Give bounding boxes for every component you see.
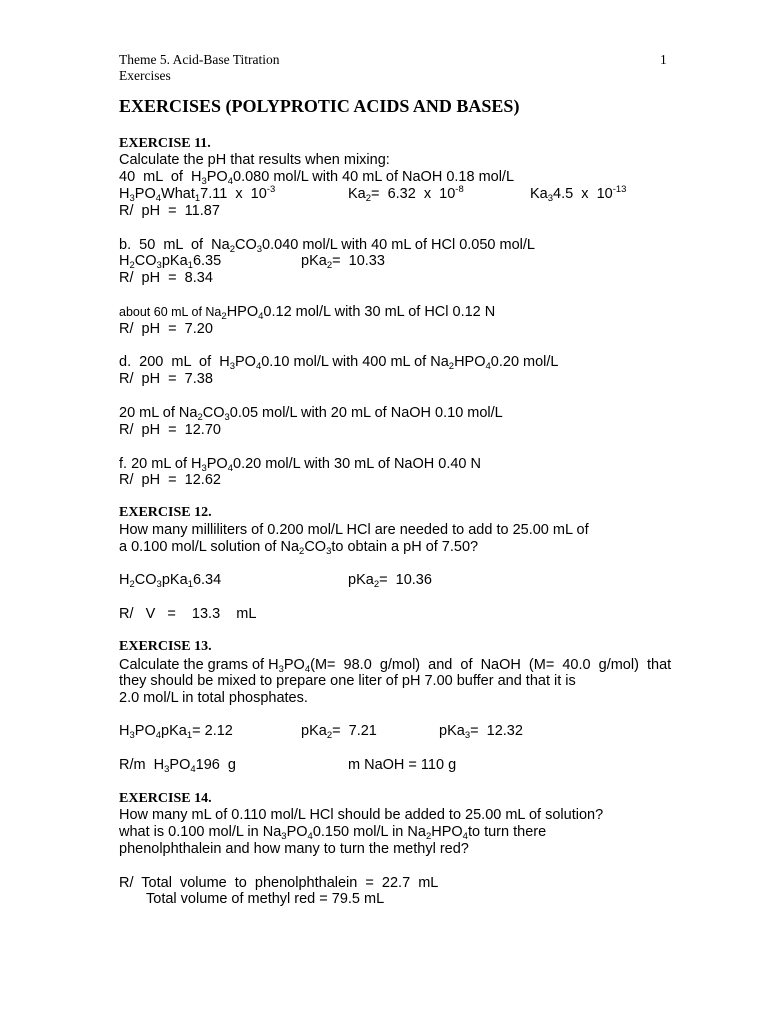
exercise-13-question-line-1: Calculate the grams of $H_3PO_4(M= 98.0$ g/mol) and of NaOH (M= 40.0 g/mol) that	[119, 657, 672, 675]
page-title: EXERCISES (POLYPROTIC ACIDS AND BASES)	[119, 96, 520, 116]
exercise-11-b-constant-2: pKa$_2$= 10.33	[301, 253, 385, 271]
exercise-13-constant-3: pKa$_3$= 12.32	[439, 723, 523, 741]
exercise-14-question-line-1: How many mL of 0.110 mol/L HCl should be added to 25.00 mL of solution?	[119, 807, 604, 823]
exercise-11-f-answer: R/ pH = 12.62	[119, 472, 221, 488]
exercise-11-part-b: b. 50 mL of $Na_2CO_30.040$ mol/L with 40 mL of HCl 0.050 mol/L	[119, 237, 535, 255]
exercise-11-a-constant-2: $Ka_2= 6.32$ x $10^{-8}$	[348, 184, 464, 204]
exercise-11-a-answer: R/ pH = 11.87	[119, 203, 220, 219]
exercise-12-answer: R/ V = 13.3 mL	[119, 606, 257, 622]
header-subtitle: Exercises	[119, 68, 171, 83]
exercise-11-b-constant-1: $H_2CO_3pKa_16.35$	[119, 253, 222, 271]
exercise-11-part-a: 40 mL of $H_3PO_40.080$ mol/L with 40 mL of NaOH 0.18 mol/L	[119, 169, 515, 187]
exercise-11-c-text: $_2HPO_40.12$ mol/L with 30 mL of HCl 0.12 N	[221, 304, 496, 322]
exercise-11-a-constant-1: $H_3PO_4What_17.11$ x $10^{-3}$	[119, 184, 276, 204]
exercise-13-heading: EXERCISE 13.	[119, 639, 212, 654]
exercise-11-part-e: 20 mL of $Na_2CO_30.05$ mol/L with 20 mL of NaOH 0.10 mol/L	[119, 405, 503, 423]
exercise-11-b-answer: R/ pH = 8.34	[119, 270, 213, 286]
exercise-14-answer-phenolphthalein: R/ Total volume to phenolphthalein = 22.7 mL	[119, 875, 439, 891]
exercise-12-constant-2: pKa$_2$= 10.36	[348, 572, 432, 590]
exercise-11-c-prefix: about 60 mL of Na	[119, 305, 222, 319]
exercise-11-part-c	[119, 304, 495, 320]
exercise-11-heading: EXERCISE 11.	[119, 136, 211, 151]
exercise-12-question-line-1: How many milliliters of 0.200 mol/L HCl are needed to add to 25.00 mL of	[119, 522, 589, 538]
exercise-13-question-line-3: 2.0 mol/L in total phosphates.	[119, 690, 308, 706]
exercise-13-answer-base: m NaOH = 110 g	[348, 757, 457, 773]
exercise-13-constant-2: pKa$_2$= 7.21	[301, 723, 377, 741]
exercise-11-a-constant-3: $Ka_34.5$ x $10^{-13}$	[530, 184, 627, 204]
exercise-14-question-line-2: what is 0.100 mol/L in $Na_3PO_40.150$ mol/L in $Na_2HPO_4to$ turn there	[119, 824, 547, 842]
exercise-12-heading: EXERCISE 12.	[119, 505, 212, 520]
exercise-13-question-line-2: they should be mixed to prepare one liter of pH 7.00 buffer and that it is	[119, 673, 576, 689]
exercise-14-answer-methyl-red: Total volume of methyl red = 79.5 mL	[146, 891, 385, 907]
exercise-12-constant-1: $H_2CO_3pKa_16.34$	[119, 572, 222, 590]
header-title: Theme 5. Acid-Base Titration	[119, 52, 280, 67]
exercise-11-part-d: d. 200 mL of $H_3PO_40.10$ mol/L with 400 mL of $Na_2HPO_40.20$ mol/L	[119, 354, 559, 372]
exercise-14-heading: EXERCISE 14.	[119, 791, 212, 806]
page-number: 1	[660, 52, 667, 67]
exercise-11-part-f: f. 20 mL of $H_3PO_40.20$ mol/L with 30 mL of NaOH 0.40 N	[119, 456, 481, 474]
exercise-11-c-answer: R/ pH = 7.20	[119, 321, 213, 337]
exercise-12-question-line-2: a 0.100 mol/L solution of $Na_2CO_3to$ obtain a pH of 7.50?	[119, 539, 479, 557]
exercise-14-question-line-3: phenolphthalein and how many to turn the methyl red?	[119, 841, 469, 857]
exercise-13-answer-acid: R/m $H_3PO_4196$ g	[119, 757, 236, 775]
exercise-11-d-answer: R/ pH = 7.38	[119, 371, 213, 387]
exercise-11-e-answer: R/ pH = 12.70	[119, 422, 221, 438]
exercise-11-intro: Calculate the pH that results when mixing:	[119, 152, 390, 168]
exercise-13-constant-1: $H_3PO_4pKa_1= 2.12$	[119, 723, 233, 741]
